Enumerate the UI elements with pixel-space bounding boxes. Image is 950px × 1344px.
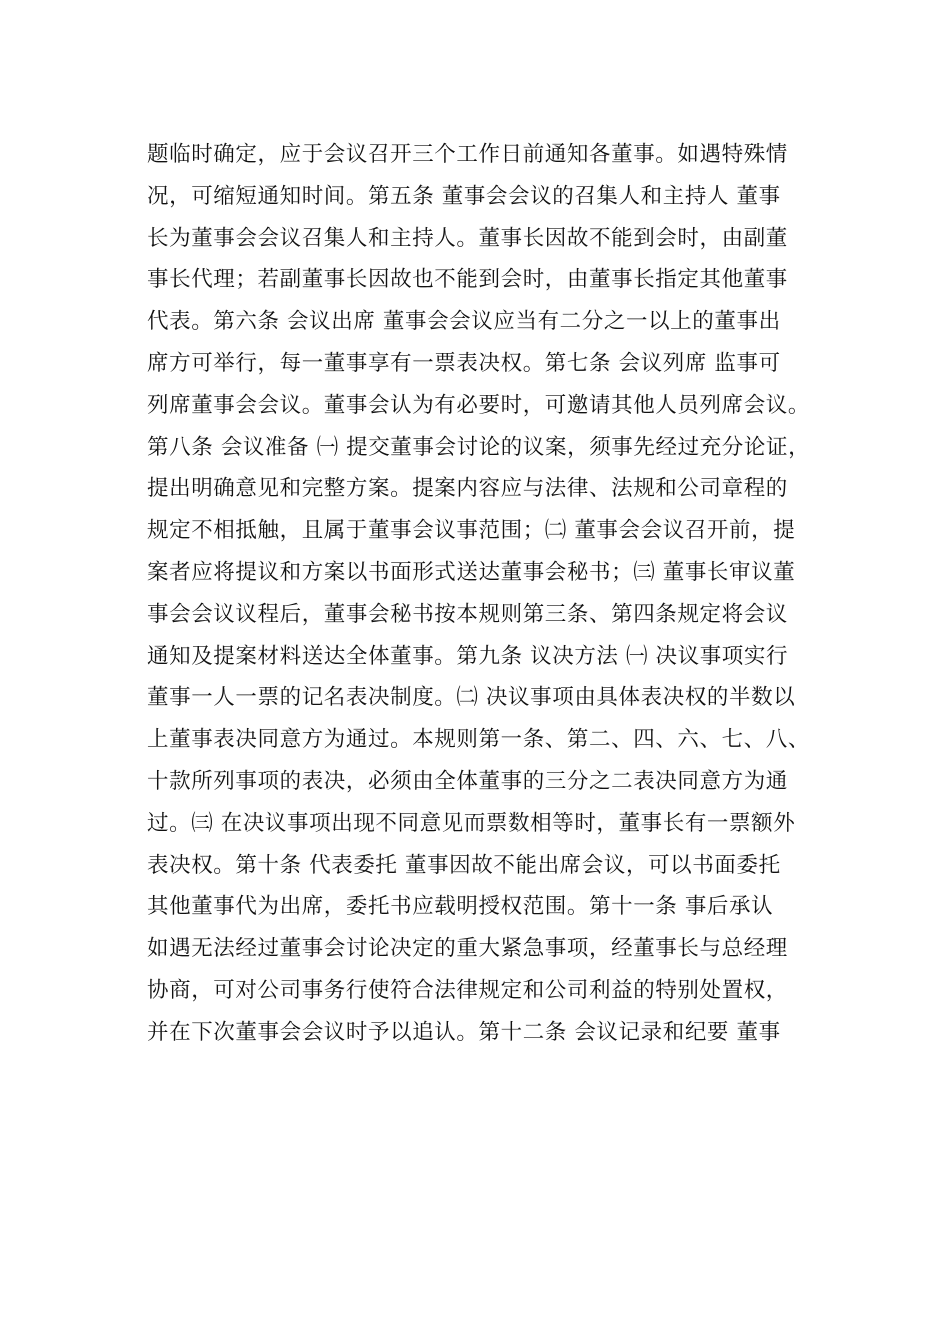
text-line-7: 列席董事会会议。董事会认为有必要时，可邀请其他人员列席会议。 (147, 392, 811, 418)
text-line-9: 提出明确意见和完整方案。提案内容应与法律、法规和公司章程的 (147, 476, 788, 502)
text-line-14: 董事一人一票的记名表决制度。㈡ 决议事项由具体表决权的半数以 (147, 685, 796, 711)
document-body (147, 134, 827, 1054)
text-line-3: 长为董事会会议召集人和主持人。董事长因故不能到会时，由副董 (147, 225, 788, 251)
text-line-22: 并在下次董事会会议时予以追认。第十二条 会议记录和纪要 董事 (147, 1019, 781, 1045)
text-line-5: 代表。第六条 会议出席 董事会会议应当有二分之一以上的董事出 (147, 309, 781, 335)
text-line-11: 案者应将提议和方案以书面形式送达董事会秘书；㈢ 董事长审议董 (147, 559, 796, 585)
text-line-8: 第八条 会议准备 ㈠ 提交董事会讨论的议案，须事先经过充分论证， (147, 434, 811, 460)
text-line-12: 事会会议议程后，董事会秘书按本规则第三条、第四条规定将会议 (147, 601, 788, 627)
text-line-10: 规定不相抵触，且属于董事会议事范围；㈡ 董事会会议召开前，提 (147, 518, 796, 544)
text-line-1: 题临时确定，应于会议召开三个工作日前通知各董事。如遇特殊情 (147, 142, 788, 167)
text-line-15: 上董事表决同意方为通过。本规则第一条、第二、四、六、七、八、 (147, 727, 811, 753)
text-line-13: 通知及提案材料送达全体董事。第九条 议决方法 ㈠ 决议事项实行 (147, 643, 789, 669)
text-line-4: 事长代理；若副董事长因故也不能到会时，由董事长指定其他董事 (147, 267, 788, 293)
text-line-6: 席方可举行，每一董事享有一票表决权。第七条 会议列席 监事可 (147, 350, 781, 376)
text-line-21: 协商，可对公司事务行使符合法律规定和公司利益的特别处置权， (147, 977, 788, 1003)
text-line-18: 表决权。第十条 代表委托 董事因故不能出席会议，可以书面委托 (147, 852, 781, 878)
text-line-20: 如遇无法经过董事会讨论决定的重大紧急事项，经董事长与总经理 (147, 936, 788, 962)
text-line-17: 过。㈢ 在决议事项出现不同意见而票数相等时，董事长有一票额外 (147, 810, 796, 836)
text-line-16: 十款所列事项的表决，必须由全体董事的三分之二表决同意方为通 (147, 768, 788, 794)
text-line-2: 况，可缩短通知时间。第五条 董事会会议的召集人和主持人 董事 (147, 183, 781, 209)
text-line-19: 其他董事代为出席，委托书应载明授权范围。第十一条 事后承认 (147, 894, 774, 920)
